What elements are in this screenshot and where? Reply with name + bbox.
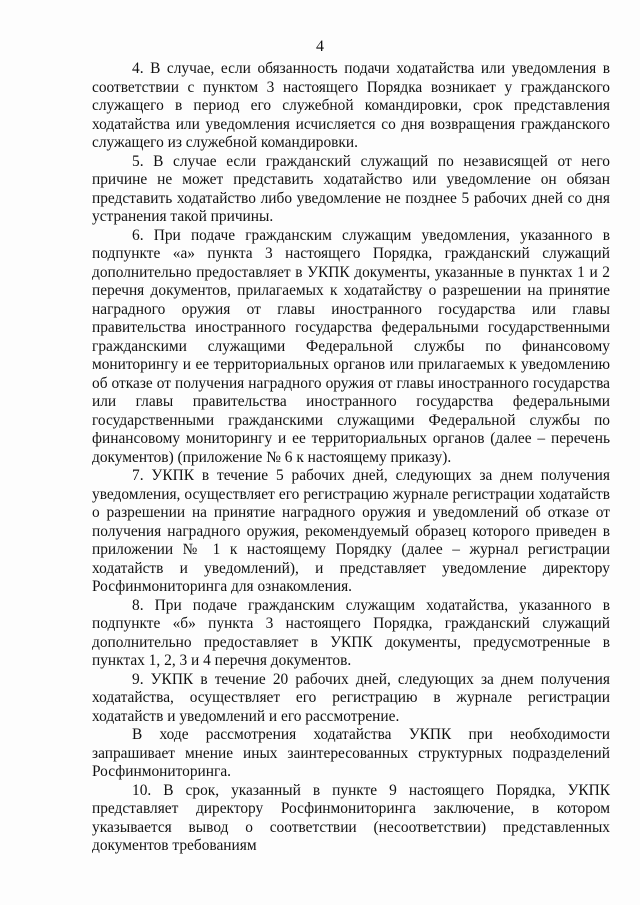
paragraph-5: 5. В случае если гражданский служащий по независящей от него причине не может представить ходатайство или уведомление он обязан представить ходатайство либо уведомление не позднее 5 рабочих дней со дня устранения такой причины. xyxy=(92,152,610,225)
paragraph-4: 4. В случае, если обязанность подачи ходатайства или уведомления в соответствии с пунктом 3 настоящего Порядка возникает у гражданского служащего в период его служебной командировки, срок представления ходатайства или уведомления исчисляется со дня возвращения гражданского служащего из служебной командировки. xyxy=(92,60,610,151)
document-body xyxy=(92,60,610,856)
paragraph-10: 10. В срок, указанный в пункте 9 настоящего Порядка, УКПК представляет директору Росфинмониторинга заключение, в котором указывается вывод о соответствии (несоответствии) представленных документов требованиям xyxy=(92,781,610,854)
paragraph-6: 6. При подаче гражданским служащим уведомления, указанного в подпункте «а» пункта 3 настоящего Порядка, гражданский служащий дополнительно предоставляет в УКПК документы, указанные в пунктах 1 и 2 перечня документов, прилагаемых к ходатайству о разрешении на принятие наградного оружия от главы иностранного государства или главы правительства иностранного государства федеральными государственными гражданскими служащими Федеральной службы по финансовому мониторингу и ее территориальных органов или прилагаемых к уведомлению об отказе от получения наградного оружия от главы иностранного государства или главы правительства иностранного государства федеральными государственными гражданскими служащими Федеральной службы по финансовому мониторингу и ее территориальных органов (далее – перечень документов) (приложение № 6 к настоящему приказу). xyxy=(92,226,610,466)
paragraph-7: 7. УКПК в течение 5 рабочих дней, следующих за днем получения уведомления, осуществляет его регистрацию журнале регистрации ходатайств о разрешении на принятие наградного оружия и уведомлений об отказе от получения наградного оружия, рекомендуемый образец которого приведен в приложении № 1 к настоящему Порядку (далее – журнал регистрации ходатайств и уведомлений), и представляет уведомление директору Росфинмониторинга для ознакомления. xyxy=(92,467,610,595)
paragraph-8: 8. При подаче гражданским служащим ходатайства, указанного в подпункте «б» пункта 3 настоящего Порядка, гражданский служащий дополнительно предоставляет в УКПК документы, предусмотренные в пунктах 1, 2, 3 и 4 перечня документов. xyxy=(92,596,610,669)
paragraph-9: 9. УКПК в течение 20 рабочих дней, следующих за днем получения ходатайства, осуществляет его регистрацию в журнале регистрации ходатайств и уведомлений и его рассмотрение. xyxy=(92,670,610,725)
paragraph-9-continuation: В ходе рассмотрения ходатайства УКПК при необходимости запрашивает мнение иных заинтересованных структурных подразделений Росфинмониторинга. xyxy=(92,726,610,780)
page-number: 4 xyxy=(316,38,324,55)
